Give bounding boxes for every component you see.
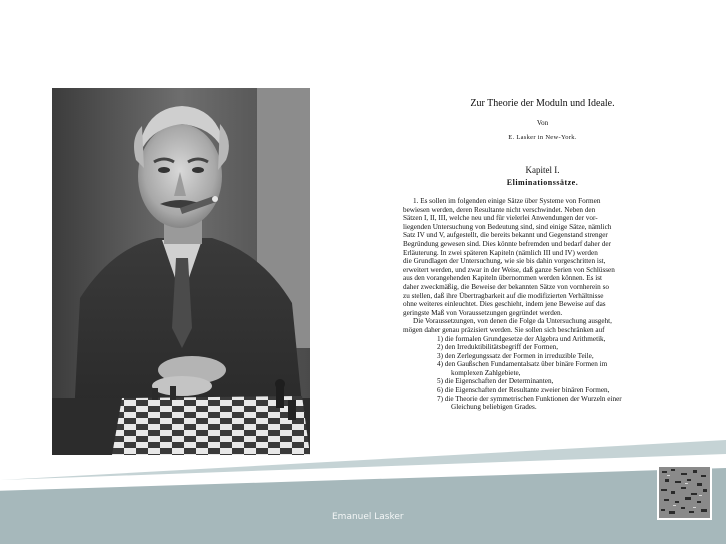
portrait-photo [52,88,310,455]
paper-line: 1. Es sollen im folgenden einige Sätze über Systeme von Formen [413,197,601,205]
list-item: 4) den Gaußschen Fundamentalsatz über binäre Formen im [437,360,608,369]
paper-page [399,88,686,455]
paper-line: bewiesen werden, deren Resultante nicht verschwindet. Neben den [403,205,596,214]
paper-line: erweitert werden, und zwar in der Weise, daß ganze Serien von Schlüssen [403,265,615,274]
list-item: Gleichung beliebigen Grades. [451,403,537,412]
paper-von: Von [536,119,549,127]
list-item: 3) den Zerlegungssatz der Formen in irreduzible Teile, [437,351,594,360]
footer-band [0,468,726,544]
paper-list [403,335,682,412]
paper-line: Erläuterung. In zwei späteren Kapiteln (nämlich III und IV) werden [403,248,598,257]
paper-body [403,197,682,412]
paper-heading: Eliminationssätze. [506,178,579,187]
paper-line: die Grundlagen der Untersuchung, wie sie bis dahin vorgeschritten ist, [403,257,606,266]
list-item: 1) die formalen Grundgesetze der Algebra und Arithmetik, [437,334,606,343]
paper-line: Begründung gewesen sind. Dies könnte befremden und bedarf daher der [403,239,611,248]
list-item: komplexen Zahlgebiete, [451,368,521,377]
list-item: 7) die Theorie der symmetrischen Funktionen der Wurzeln einer [437,394,622,403]
paper-line: Sätzen I, II, III, welche neu und für vielerlei Anwendungen der vor- [403,214,598,223]
paper-chapter: Kapitel I. [525,165,560,175]
list-item: 6) die Eigenschaften der Resultante zweier binären Formen, [437,386,610,395]
list-item: 2) den Irreduktibilitätsbegriff der Formen, [437,343,559,352]
paper-line: Die Voraussetzungen, von denen die Folge da Untersuchung ausgeht, [413,317,612,326]
paper-line: ohne weiteres einleuchtet. Dies geschieht, indem jene Beweise auf das [403,300,606,309]
portrait-illustration [52,88,310,455]
paper-line: liegenden Untersuchung von Bedeutung sind, sind einige Sätze, nämlich [403,222,612,231]
list-item: 5) die Eigenschaften der Determinanten, [437,377,554,386]
footer-caption: Emanuel Lasker [332,512,404,522]
paper-line: mögen daher genau präzisiert werden. Sie sollen sich beschränken auf [403,325,605,334]
paper-line: zu stellen, daß ihre Übertragbarkeit auf die modifizierten Verhältnisse [403,291,604,300]
paper-line: geringste Maß von Voraussetzungen gegründet werden. [403,308,563,317]
paper-author: E. Lasker in New-York. [508,134,577,141]
paper-line: aus den vorangehenden Kapiteln übernommen werden können. Es ist [403,274,602,283]
texture-thumbnail [657,465,712,520]
paper-line: daher zweckmäßig, die Beweise der bekannten Sätze von vornherein so [403,282,609,291]
paper-line: Satz IV und V, aufgestellt, die bereits bekannt und Gegenstand strenger [403,231,608,240]
paper-title: Zur Theorie der Moduln und Ideale. [470,98,615,109]
texture-pattern [659,467,710,518]
